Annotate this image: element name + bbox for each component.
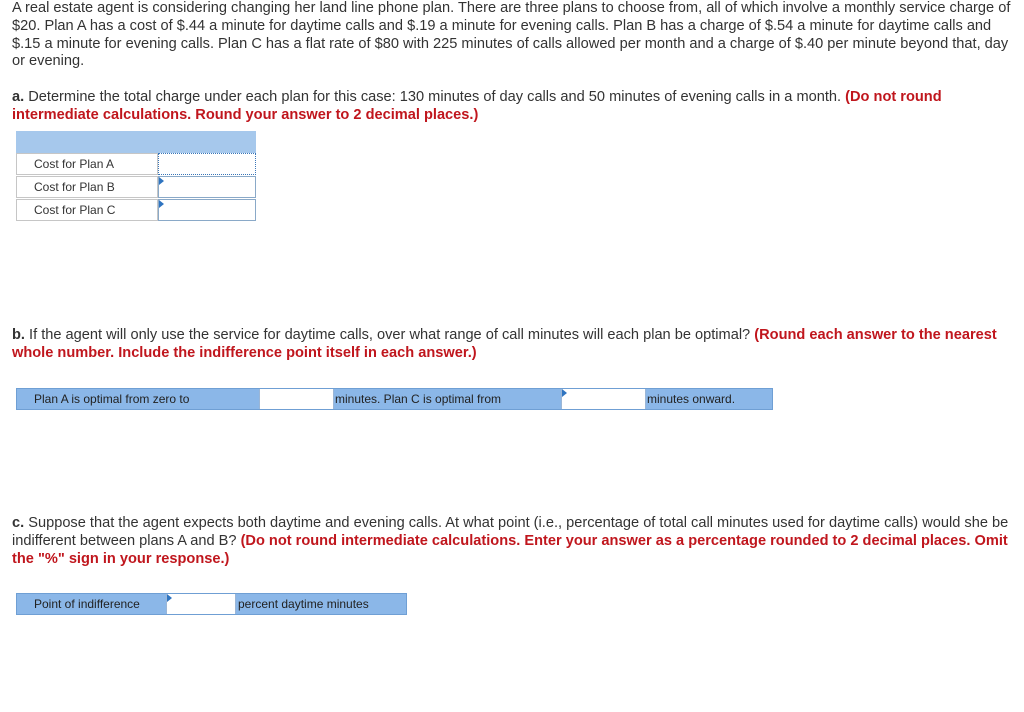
plan-c-cost-input[interactable] bbox=[158, 199, 256, 221]
plan-a-label: Cost for Plan A bbox=[16, 153, 158, 175]
input-marker-icon bbox=[167, 594, 172, 602]
part-b-answer-strip bbox=[16, 388, 773, 410]
plan-b-cost-field[interactable] bbox=[159, 177, 255, 197]
plan-b-label: Cost for Plan B bbox=[16, 176, 158, 198]
part-c-answer-strip bbox=[16, 593, 407, 615]
part-c-question: Suppose that the agent expects both daytime and evening calls. At what point (i.e., percentage of total call minutes used for daytime calls) would she be indifferent between plans A and B? bbox=[12, 515, 1009, 549]
indifference-suffix: percent daytime minutes bbox=[238, 597, 369, 611]
plan-a-cost-field[interactable] bbox=[159, 154, 255, 174]
part-b-text-3: minutes onward. bbox=[647, 392, 736, 406]
part-b-prompt bbox=[12, 327, 1012, 363]
part-c-instruction: (Do not round intermediate calculations. Enter your answer as a percentage rounded to 2 decimal places. Omit the "%" sign in your response.) bbox=[12, 532, 1008, 567]
indifference-label: Point of indifference bbox=[34, 597, 140, 611]
plan-c-cost-field[interactable] bbox=[159, 200, 255, 220]
plan-c-range-input[interactable] bbox=[561, 389, 646, 409]
part-c-prompt bbox=[12, 515, 1012, 568]
plan-c-range-field[interactable] bbox=[562, 389, 645, 409]
part-a-lead: a. bbox=[12, 89, 25, 105]
indifference-field[interactable] bbox=[167, 594, 235, 614]
part-b-question: If the agent will only use the service for daytime calls, over what range of call minutes will each plan be optimal? bbox=[29, 327, 751, 343]
part-b-lead: b. bbox=[12, 327, 25, 343]
input-marker-icon bbox=[159, 177, 164, 185]
input-marker-icon bbox=[562, 389, 567, 397]
part-a-question: Determine the total charge under each plan for this case: 130 minutes of day calls and 50 minutes of evening calls in a month. bbox=[28, 89, 842, 105]
input-marker-icon bbox=[159, 200, 164, 208]
plan-a-cost-input[interactable] bbox=[158, 153, 256, 175]
part-b-instruction: (Round each answer to the nearest whole number. Include the indifference point itself in each answer.) bbox=[12, 327, 997, 361]
part-a-table-header bbox=[16, 131, 256, 153]
plan-b-cost-input[interactable] bbox=[158, 176, 256, 198]
indifference-input[interactable] bbox=[166, 594, 236, 614]
plan-c-label: Cost for Plan C bbox=[16, 199, 158, 221]
part-a-instruction: (Do not round intermediate calculations. Round your answer to 2 decimal places.) bbox=[12, 89, 942, 123]
plan-a-range-field[interactable] bbox=[260, 389, 333, 409]
part-b-text-2: minutes. Plan C is optimal from bbox=[335, 392, 502, 406]
part-c-lead: c. bbox=[12, 515, 25, 531]
part-a-prompt bbox=[12, 89, 1012, 125]
part-b-text-1: Plan A is optimal from zero to bbox=[34, 392, 190, 406]
plan-a-range-input[interactable] bbox=[259, 389, 334, 409]
problem-intro: A real estate agent is considering changing her land line phone plan. There are three plans to choose from, all of which involve a monthly service charge of $20. Plan A has a cost of $.44 a minute for daytime calls and $.19 a minute for evening calls. Plan B has a charge of $.54 a minute for daytime calls and $.15 a minute for evening calls. Plan C has a flat rate of $80 with 225 minutes of calls allowed per month and a charge of $.40 per minute beyond that, day or evening. bbox=[12, 0, 1011, 70]
